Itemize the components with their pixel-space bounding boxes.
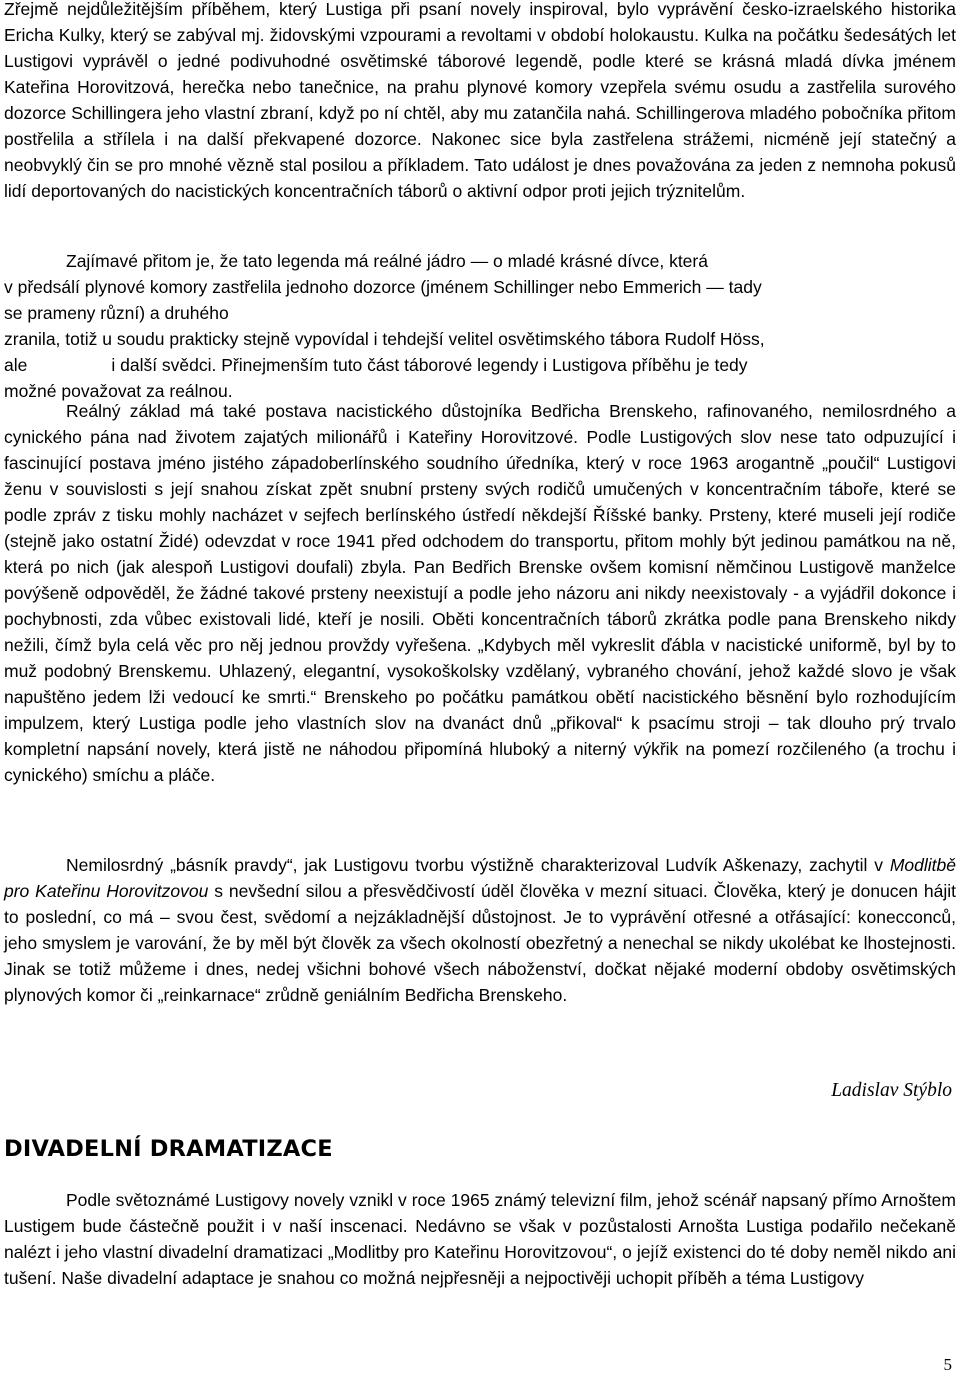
section-heading: DIVADELNÍ DRAMATIZACE xyxy=(4,1136,333,1162)
paragraph-brenske-character: Reálný základ má také postava nacistického důstojníka Bedřicha Brenskeho, rafinovaného, nemilosrdného a cynického pána nad životem zajatých milionářů i Kateřiny Horovitzové. Podle Lustigových slov nese tato odpuzující i fascinující postava jméno jistého západoberlínského soudního úředníka, který v roce 1963 arogantně „poučil“ Lustigovi ženu v souvislosti s její snahou získat zpět snubní prsteny svých rodičů umučených v koncentračním táboře, které se podle zpráv z tisku mohly nacházet v sejfech berlínského ústředí někdejší Říšské banky. Prsteny, které museli její rodiče (stejně jako ostatní Židé) odevzdat v roce 1941 před odchodem do transportu, přitom mohly být jedinou památkou na ně, která po nich (jak alespoň Lustigovi doufali) zbyla. Pan Bedřich Brenske ovšem komisní němčinou Lustigově manželce povýšeně odpověděl, že žádné takové prsteny neexistují a podle jeho názoru ani nikdy neexistovaly - a vyjádřil dokonce i pochybnosti, zda vůbec existovali lidé, kteří je nosili. Oběti koncentračních táborů zkrátka podle pana Brenskeho nikdy nežili, čímž byla celá věc pro něj jednou provždy vyřešena. „Kdybych měl vykreslit ďábla v nacistické uniformě, byl by to muž podobný Brenskemu. Uhlazený, elegantní, vysokoškolsky vzdělaný, vybraného chování, jehož každé slovo je však napuštěno jedem lži vedoucí ke smrti.“ Brenskeho po počátku památkou obětí nacistického běsnění bylo rozhodujícím impulzem, který Lustiga podle jeho vlastních slov na dvanáct dnů „přikoval“ k psacímu stroji – tak dlouho prý trvalo kompletní napsání novely, která jistě ne náhodou připomíná hluboký a niterný výkřik na pomezí rozčileného (a trochu i cynického) smíchu a pláče. xyxy=(4,401,956,785)
paragraph-fragment: ale xyxy=(4,355,28,375)
paragraph-fragment: Nemilosrdný „básník pravdy“, jak Lustigovu tvorbu výstižně charakterizoval Ludvík Aškenazy, zachytil v xyxy=(66,855,890,875)
paragraph-line xyxy=(4,352,956,378)
paragraph-poet-of-truth xyxy=(4,852,956,1008)
paragraph-legend-real-core xyxy=(4,248,956,404)
paragraph-line: se prameny různí) a druhého xyxy=(4,303,229,323)
book-title: Modlitbě pro Kateřinu Horovitzovou xyxy=(4,855,956,901)
page-number: 5 xyxy=(943,1355,952,1374)
paragraph-line: Zajímavé přitom je, že tato legenda má reálné jádro — o mladé krásné dívce, která xyxy=(66,251,708,271)
paragraph-line: v předsálí plynové komory zastřelila jednoho dozorce (jménem Schillinger nebo Emmerich — tady xyxy=(4,277,762,297)
paragraph-line: možné považovat za reálnou. xyxy=(4,381,233,401)
paragraph-kulka-legend: Zřejmě nejdůležitějším příběhem, který Lustiga při psaní novely inspiroval, bylo vyprávění česko-izraelského historika Ericha Kulky, který se zabýval mj. židovskými vzpourami a revoltami v období holokaustu. Kulka na počátku šedesátých let Lustigovi vyprávěl o jedné podivuhodné osvětimské táborové legendě, podle které se krásná mladá dívka jménem Kateřina Horovitzová, herečka nebo tanečnice, na prahu plynové komory vzepřela svému osudu a zastřelila surového dozorce Schillingera jeho vlastní zbraní, když po ní chtěl, aby mu zatančila nahá. Schillingerova mladého pobočníka přitom postřelila a střílela i na další překvapené dozorce. Nakonec sice byla zastřelena strážemi, nicméně její statečný a neobvyklý čin se pro mnohé vězně stal posilou a příkladem. Tato událost je dnes považována za jeden z nemnoha pokusů lidí deportovaných do nacistických koncentračních táborů o aktivní odpor proti jejich trýznitelům. xyxy=(4,0,956,201)
paragraph-dramatization: Podle světoznámé Lustigovy novely vznikl v roce 1965 známý televizní film, jehož scénář napsaný přímo Arnoštem Lustigem bude částečně použit i v naší inscenaci. Nedávno se však v pozůstalosti Arnošta Lustiga podařilo nečekaně nalézt i jeho vlastní divadelní dramatizaci „Modlitby pro Kateřinu Horovitzovou“, o jejíž existenci do té doby neměl nikdo ani tušení. Naše divadelní adaptace je snahou co možná nejpřesněji a nejpoctivěji uchopit příběh a téma Lustigovy xyxy=(4,1190,956,1288)
paragraph-line: zranila, totiž u soudu prakticky stejně vypovídal i tehdejší velitel osvětimského tábora Rudolf Höss, xyxy=(4,329,765,349)
author-signature: Ladislav Stýblo xyxy=(831,1080,952,1101)
paragraph-fragment: s nevšední silou a přesvědčivostí úděl člověka v mezní situaci. Člověka, který je donucen hájit to poslední, co má – svou čest, svědomí a nejzákladnější důstojnost. Je to vyprávění otřesné a otřásající: konecconců, jeho smyslem je varování, že by měl být člověk za všech okolností obezřetný a nenechal se nikdy ukolébat ke lhostejnosti. Jinak se totiž můžeme i dnes, nedej všichni bohové všech náboženství, dočkat nějaké moderní obdoby osvětimských plynových komor či „reinkarnace“ zrůdně geniálním Bedřicha Brenskeho. xyxy=(4,881,956,1005)
paragraph-fragment: i další svědci. Přinejmenším tuto část táborové legendy i Lustigova příběhu je tedy xyxy=(111,355,748,375)
